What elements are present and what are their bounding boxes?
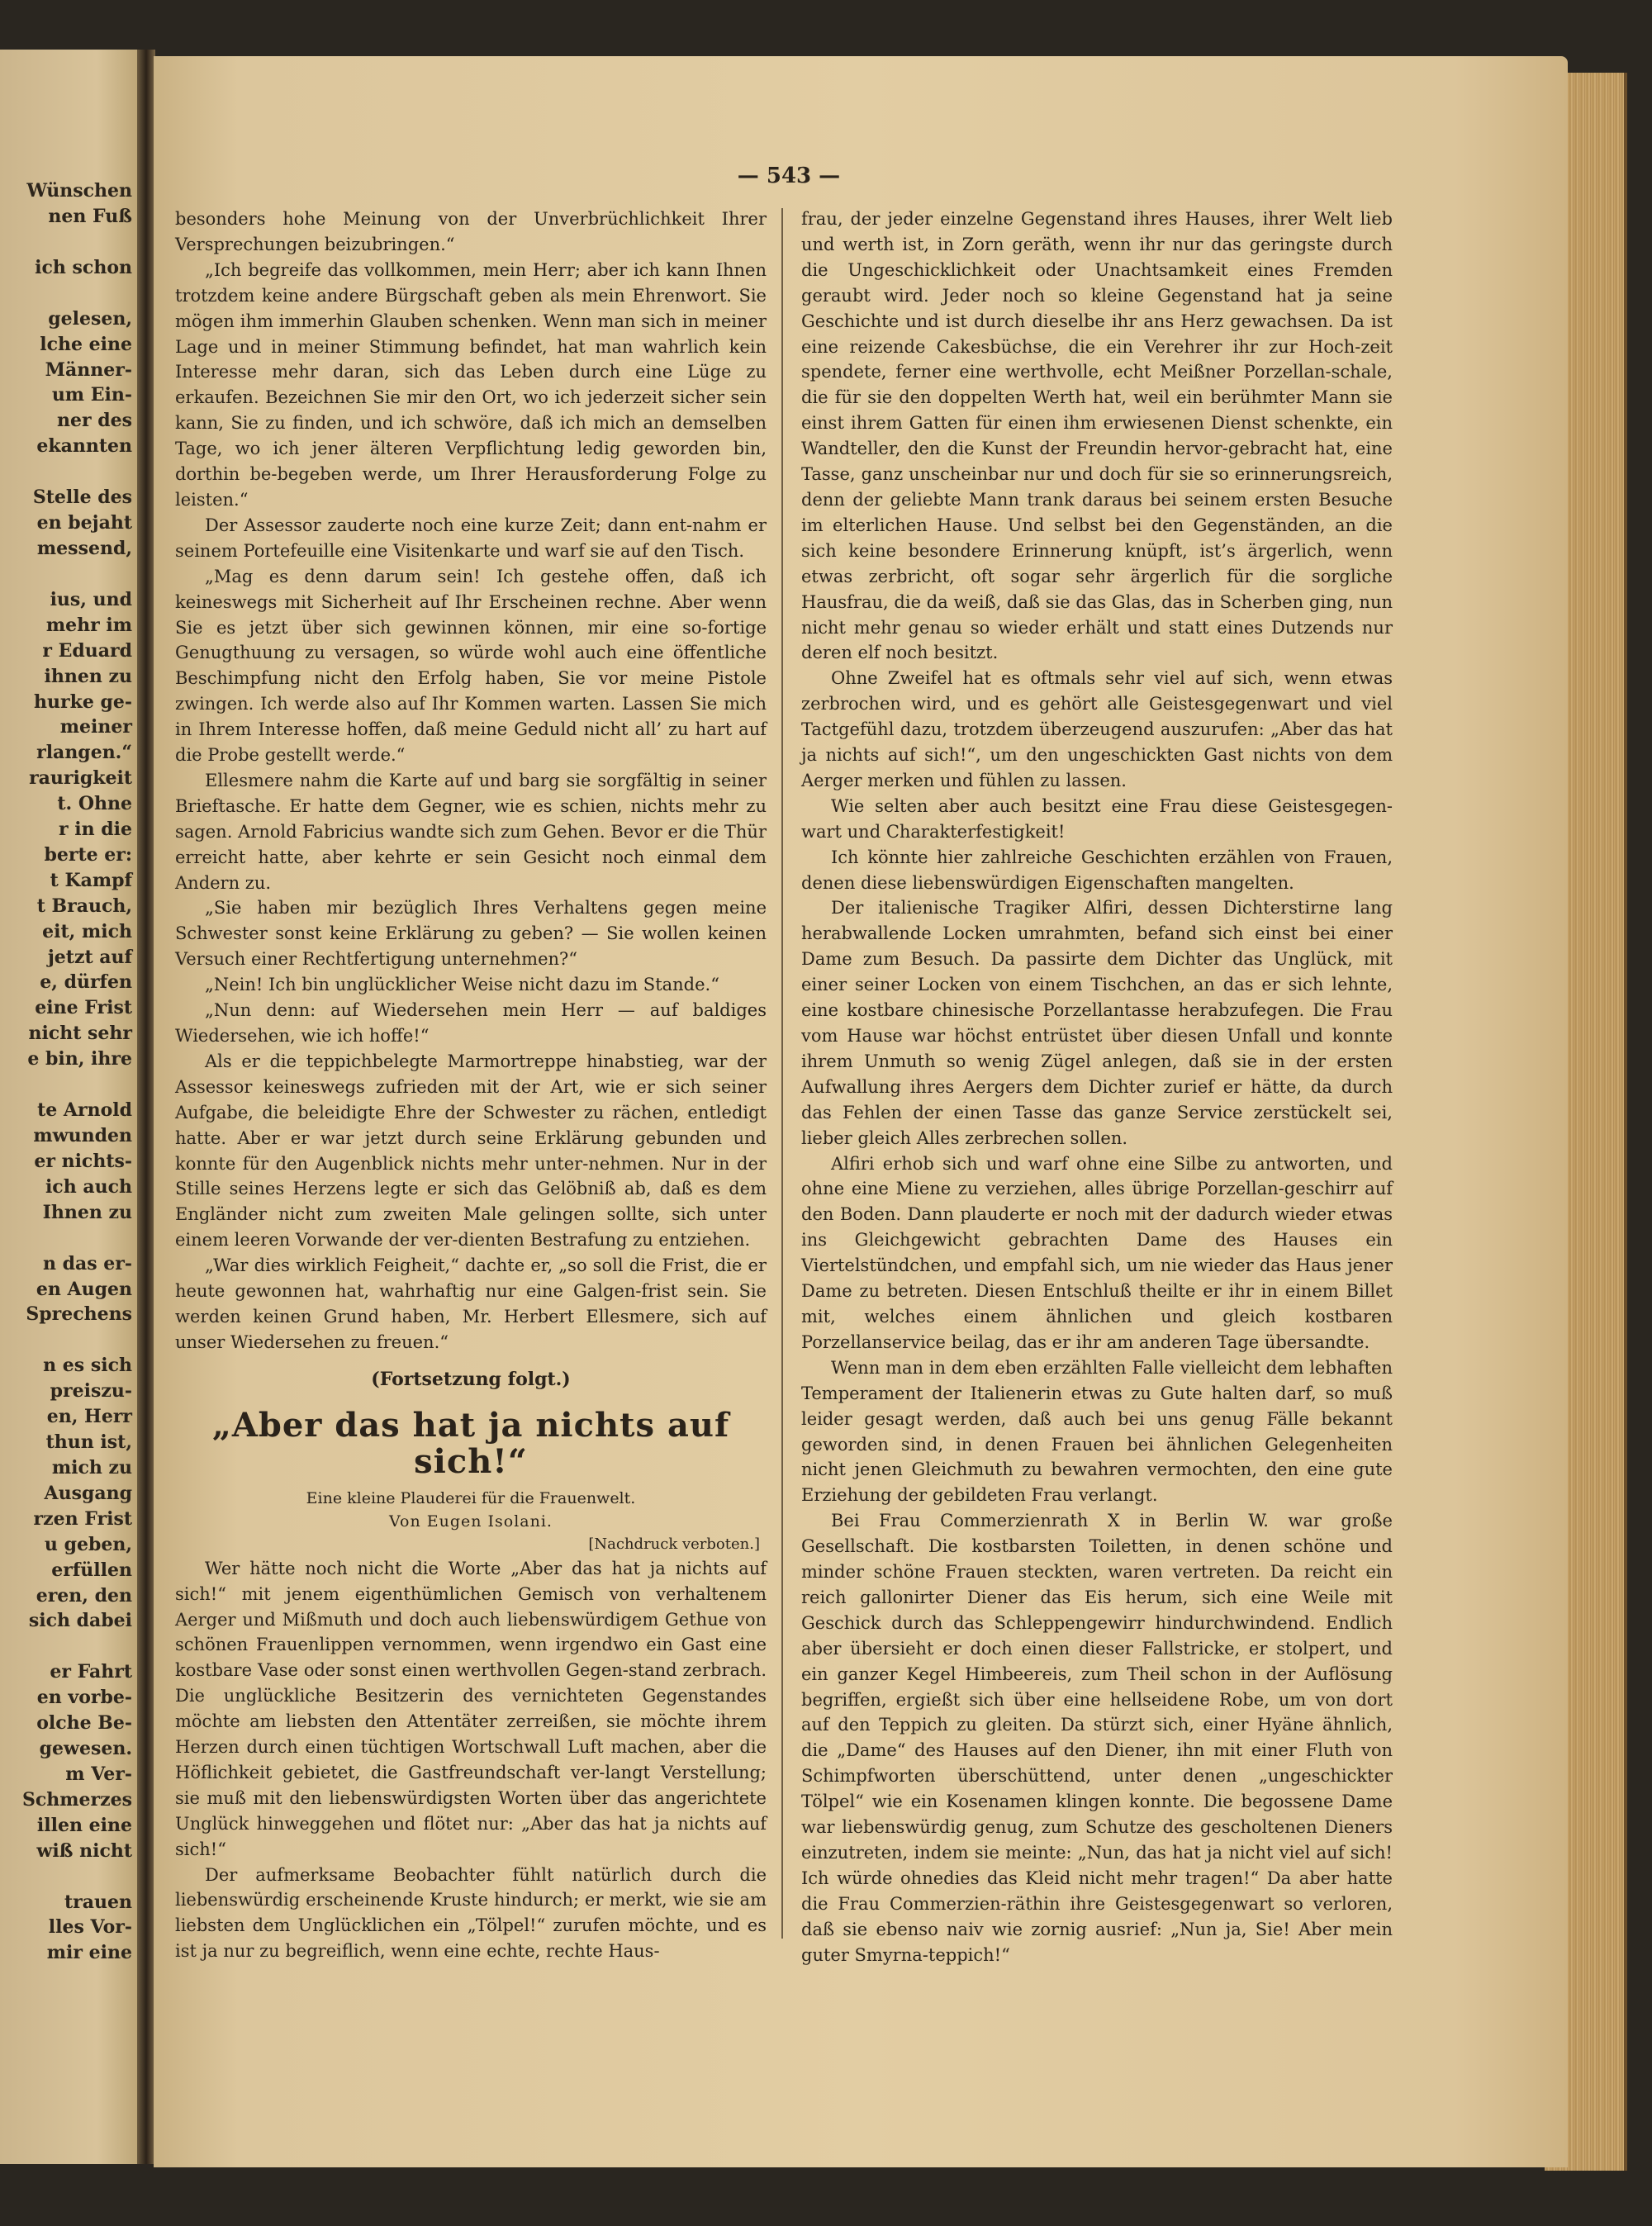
left-page-line: n es sich (43, 1355, 132, 1377)
paragraph: „Sie haben mir bezüglich Ihres Verhaltens gegen meine Schwester sonst keine Erklärung zu geben? — Sie wollen keinen Versuch einer Rechtfertigung unternehmen?“ (175, 898, 767, 970)
left-page-line: en bejaht (36, 512, 132, 534)
left-page-line: raurigkeit (29, 767, 132, 790)
left-page-line: berte er: (44, 843, 132, 866)
left-page-line: Ihnen zu (42, 1201, 132, 1223)
paragraph: Wer hätte noch nicht die Worte „Aber das hat ja nichts auf sich!“ mit jenem eigenthümlichen Gemisch von verhaltenem Aerger und Mißmuth und doch auch liebenswürdigem Gethue von schönen Frauenlippen vernommen, wenn irgendwo ein Gast eine kostbare Vase oder sonst einen werthvollen Gegen-stand zerbrach. Die unglückliche Besitzerin des vernichteten Gegenstandes möchte am liebsten den Attentäter zerreißen, sie möchte ihrem Herzen durch einen tüchtigen Wortschwall Luft machen, aber die Höflichkeit gebietet, die Gastfreundschaft ver-langt Verstellung; sie muß mit den liebenswürdigsten Worten über das angerichtete Unglück hinweggehen und flötet nur: „Aber das hat ja nichts auf sich!“ (175, 1558, 767, 1859)
paragraph: „Mag es denn darum sein! Ich gestehe offen, daß ich keineswegs mit Sicherheit auf Ihr Erscheinen rechne. Aber wenn Sie es jetzt über sich gewinnen können, mir eine so-fortige Genugthuung zu versagen, so würde wohl auch eine öffentliche Beschimpfung nicht den Erfolg haben, Sie vor meine Pistole zwingen. Ich werde also auf Ihr Kommen warten. Lassen Sie mich in Ihrem Interesse hoffen, daß meine Geduld nicht all’ zu hart auf die Probe gestellt werde.“ (175, 566, 767, 766)
paragraph: Als er die teppichbelegte Marmortreppe hinabstieg, war der Assessor keineswegs zufrieden mit der Art, wie er sich seiner Aufgabe, die beleidigte Ehre der Schwester zu rächen, entledigt hatte. Aber er war jetzt durch seine Erklärung gebunden und konnte für den Augenblick nichts mehr unter-nehmen. Nur in der Stille seines Herzens legte er sich das Gelöbniß ab, daß es dem Engländer nicht zum zweiten Male gelingen sollte, sich unter einem leeren Vorwande der ver-dienten Bestrafung zu entziehen. (175, 1051, 767, 1251)
left-page-line: Schmerzes (21, 1788, 132, 1811)
left-page-line: Ausgang (44, 1482, 132, 1504)
paragraph: „Nun denn: auf Wiedersehen mein Herr — auf baldiges Wiedersehen, wie ich hoffe!“ (175, 1000, 767, 1046)
left-page-line: lche eine (40, 333, 132, 355)
paragraph: „War dies wirklich Feigheit,“ dachte er, „so soll die Frist, die er heute gewonnen hat, wahrhaftig nur eine Galgen-frist sein. Sie werden keinen Grund haben, Mr. Herbert Ellesmere, sich auf unser Wiedersehen zu freuen.“ (175, 1255, 767, 1352)
article-title: „Aber das hat ja nichts auf sich!“ (211, 1405, 730, 1481)
left-page-line: r Eduard (42, 639, 132, 662)
left-page-line: Sprechens (26, 1303, 132, 1326)
left-column (175, 206, 767, 1964)
page-number: — 543 — (737, 164, 841, 188)
paragraph: „Nein! Ich bin unglücklicher Weise nicht dazu im Stande.“ (205, 975, 719, 995)
left-page-line (0, 230, 132, 255)
left-page-line: mwunden (33, 1125, 132, 1146)
left-page-line: rzen Frist (33, 1507, 132, 1530)
left-page-line: mir eine (46, 1942, 132, 1964)
paragraph: Wie selten aber auch besitzt eine Frau diese Geistesgegen-wart und Charakterfestigkeit! (801, 795, 1393, 842)
left-page-line: gewesen. (39, 1738, 132, 1760)
left-page-line: u geben, (44, 1533, 132, 1555)
left-page-line: um Ein- (51, 384, 132, 406)
left-page-line: en vorbe- (36, 1687, 132, 1709)
article-subtitle: Eine kleine Plauderei für die Frauenwelt. (306, 1488, 636, 1507)
left-page-text (0, 178, 132, 1966)
right-column (801, 206, 1393, 1968)
left-page-line: eine Frist (35, 997, 132, 1019)
left-page-line: mehr im (45, 614, 132, 636)
left-page-line: nen Fuß (48, 205, 132, 227)
paragraph: „Ich begreife das vollkommen, mein Herr; aber ich kann Ihnen trotzdem keine andere Bürgschaft geben als mein Ehrenwort. Sie mögen ihm immerhin Glauben schenken. Wenn man sich in meiner Lage und in meiner Stimmung befindet, hat man wahrlich kein Interesse mehr daran, sich das Leben durch eine Lüge zu erkaufen. Bezeichnen Sie mir den Ort, wo ich jederzeit sicher sein kann, Sie zu finden, und ich schwöre, daß ich mich an demselben Tage, wo ich jener älteren Verpflichtung ledig geworden bin, dorthin be-begeben werde, um Ihrer Herausforderung Folge zu leisten.“ (175, 259, 767, 510)
paragraph: Bei Frau Commerzienrath X in Berlin W. war große Gesellschaft. Die kostbarsten Toiletten, in denen schöne und minder schöne Frauen steckten, waren vertreten. Da reicht ein reich gallonirter Diener das Eis herum, sich eine Weile mit Geschick durch das Schleppengewirr hindurchwindend. Endlich aber übersieht er doch einen dieser Fallstricke, er stolpert, und ein ganzer Kegel Himbeereis, zum Theil schon in der Auflösung begriffen, ergießt sich über eine hellseidene Robe, um von dort auf den Teppich zu gleiten. Da stürzt sich, einer Hyäne ähnlich, die „Dame“ des Hauses auf den Diener, ihn mit einer Fluth von Schimpfworten überschüttend, unter denen „ungeschickter Tölpel“ wie ein Kosenamen klingen konnte. Die begossene Dame war liebenswürdig genug, zum Schutze des gescholtenen Dieners einzutreten, indem sie meinte: „Nun, das hat ja nicht viel auf sich! Ich würde ohnedies das Kleid nicht mehr tragen!“ Da aber hatte die Frau Commerzien-räthin ihre Geistesgegenwart so verloren, daß sie ebenso naiv wie zornig ausrief: „Nun ja, Sie! Aber mein guter Smyrna-teppich!“ (801, 1511, 1393, 1965)
paragraph: Der Assessor zauderte noch eine kurze Zeit; dann ent-nahm er seinem Portefeuille eine Visitenkarte und warf sie auf den Tisch. (175, 515, 767, 561)
left-page-line: ner des (56, 410, 132, 432)
left-page-line: meiner (59, 716, 132, 738)
left-page-line: olche Be- (36, 1712, 132, 1735)
left-page-line: en Augen (36, 1278, 132, 1300)
article-author: Von Eugen Isolani. (389, 1512, 553, 1531)
left-page-line: rlangen.“ (36, 742, 132, 764)
paragraph: Ich könnte hier zahlreiche Geschichten erzählen von Frauen, denen diese liebenswürdigen Eigenschaften mangelten. (801, 847, 1393, 893)
left-page-line: ihnen zu (44, 665, 132, 687)
continuation-note: (Fortsetzung folgt.) (371, 1368, 571, 1390)
paragraph: besonders hohe Meinung von der Unverbrüchlichkeit Ihrer Versprechungen beizubringen.“ (175, 209, 767, 254)
left-page-line: erfüllen (51, 1559, 132, 1581)
left-page-line (0, 1226, 132, 1251)
paragraph: Ellesmere nahm die Karte auf und barg sie sorgfältig in seiner Brieftasche. Er hatte dem Gegner, wie es schien, nichts mehr zu sagen. Arnold Fabricius wandte sich zum Gehen. Bevor er die Thür erreicht hatte, aber kehrte er sein Gesicht noch einmal dem Andern zu. (175, 770, 767, 893)
left-page-line: er Fahrt (50, 1661, 132, 1683)
left-page-line: preiszu- (50, 1380, 132, 1403)
left-page-line: lles Vor- (48, 1916, 132, 1939)
left-page-line: messend, (36, 537, 132, 559)
left-page-line: thun ist, (45, 1431, 132, 1454)
left-page-line: ekannten (36, 435, 132, 458)
left-page-line: n das er- (42, 1252, 132, 1274)
paragraph: frau, der jeder einzelne Gegenstand ihres Hauses, ihrer Welt lieb und werth ist, in Zorn geräth, wenn ihr nur das geringste durch die Ungeschicklichkeit oder Unachtsamkeit eines Fremden geraubt wird. Jeder noch so kleine Gegenstand hat ja seine Geschichte und ist durch dieselbe ihr ans Herz gewachsen. Da ist eine reizende Cakesbüchse, die ein Verehrer ihr zur Hoch-zeit spendete, ferner eine werthvolle, echt Meißner Porzellan-schale, die für sie den doppelten Werth hat, weil ein berühmter Mann sie einst ihrem Gatten für einen ihm erwiesenen Dienst schenkte, ein Wandteller, den die Kunst der Freundin hervor-gebracht hat, eine Tasse, ganz unscheinbar nur und doch für sie so erinnerungsreich, denn der geliebte Mann trank daraus bei seinem ersten Besuche im elterlichen Hause. Und selbst bei den Gegenständen, an die sich keine besondere Erinnerung knüpft, ist’s ärgerlich, wenn etwas zerbricht, oft sogar sehr ärgerlich für die sorgliche Hausfrau, die da weiß, daß sie das Glas, das in Scherben ging, nun nicht mehr genau so wieder erhält und statt eines Dutzends nur deren elf noch besitzt. (801, 209, 1393, 663)
left-page-line: mich zu (51, 1456, 132, 1478)
left-page-line: t Brauch, (36, 895, 132, 917)
left-page-line (0, 281, 132, 306)
left-page-line: en, Herr (46, 1406, 132, 1428)
left-page-line (0, 459, 132, 485)
paragraph: Ohne Zweifel hat es oftmals sehr viel auf sich, wenn etwas zerbrochen wird, und es gehört alle Geistesgegenwart und viel Tactgefühl dazu, trotzdem überzeugend auszurufen: „Aber das hat ja nichts auf sich!“, um den ungeschickten Gast nichts von dem Aerger merken und fühlen zu lassen. (801, 668, 1393, 790)
left-page-line: ich schon (35, 256, 132, 278)
left-page-line: sich dabei (28, 1610, 132, 1632)
paragraph: Der aufmerksame Beobachter fühlt natürlich durch die liebenswürdig erscheinende Kruste hindurch; er merkt, wie sie am liebsten dem Unglücklichen ein „Tölpel!“ zurufen möchte, und es ist ja nur zu begreiflich, wenn eine echte, rechte Haus- (175, 1864, 767, 1962)
paragraph: Wenn man in dem eben erzählten Falle vielleicht dem lebhaften Temperament der Italienerin etwas zu Gute halten darf, so muß leider gesagt werden, daß auch bei uns genug Fälle bekannt geworden sind, in denen Frauen bei ähnlichen Gelegenheiten nicht jenen Gleichmuth zu bewahren vermochten, den eine gute Erziehung der gebildeten Frau verlangt. (801, 1357, 1393, 1506)
left-page-line: e, dürfen (40, 971, 132, 994)
left-page-line (0, 562, 132, 587)
left-page-line: Männer- (45, 358, 132, 381)
left-page-line (0, 1327, 132, 1353)
paragraph: Alfiri erhob sich und warf ohne eine Silbe zu antworten, und ohne eine Miene zu verziehen, alles übrige Porzellan-geschirr auf den Boden. Dann plauderte er noch mit der dadurch wieder etwas ins Gleichgewicht gebrachten Dame des Hauses ein Viertelstündchen, und empfahl sich, um nie wieder das Haus jener Dame zu betreten. Diesen Entschluß theilte er ihr in einem Billet mit, welches einem ähnlichen und gleich kostbaren Porzellanservice beilag, das er ihr am anderen Tage übersandte. (801, 1153, 1393, 1352)
left-page-line: illen eine (36, 1814, 132, 1836)
column-divider (781, 208, 783, 1939)
left-page-line: Wünschen (26, 180, 132, 202)
left-page-line (0, 1634, 132, 1659)
left-page-line: hurke ge- (34, 691, 132, 713)
paragraph: Der italienische Tragiker Alfiri, dessen Dichterstirne lang herabwallende Locken umrahmten, befand sich einst bei einer Dame zum Besuch. Da passirte dem Dichter das Unglück, mit einer seiner Locken von einem Tischchen, an das er sich lehnte, eine kostbare chinesische Porzellantasse herabzufegen. Die Frau vom Hause war höchst entrüstet über diesen Unfall und konnte ihrem Unmuth so wenig Zügel anlegen, daß sie in der ersten Aufwallung ihres Aergers dem Dichter zurief er hätte, da durch das Fehlen der einen Tasse das ganze Service zerstückelt sei, lieber gleich Alles zerbrechen sollen. (801, 898, 1393, 1148)
book-gutter (137, 50, 155, 2164)
left-page-line: e bin, ihre (27, 1048, 132, 1070)
left-page-line (0, 1072, 132, 1098)
left-page-line: nicht sehr (28, 1023, 132, 1045)
left-page-line: Stelle des (32, 486, 132, 509)
left-page-line: m Ver- (65, 1763, 132, 1785)
left-page-line: er nichts- (34, 1150, 132, 1172)
left-page-line: te Arnold (37, 1099, 132, 1122)
left-page-line: trauen (64, 1891, 132, 1913)
left-page-line: eit, mich (42, 920, 132, 942)
left-page-line: t Kampf (50, 869, 132, 891)
left-page-line: t. Ohne (57, 793, 132, 815)
left-page-line: gelesen, (48, 307, 132, 330)
left-page-line: ius, und (50, 588, 132, 610)
left-page-line: wiß nicht (36, 1839, 132, 1862)
left-page-line: jetzt auf (47, 946, 132, 968)
left-page-line (0, 1864, 132, 1890)
left-page-fragment (0, 50, 139, 2164)
reprint-notice: [Nachdruck verboten.] (588, 1535, 760, 1553)
left-page-line: ich auch (45, 1175, 132, 1198)
left-page-line: eren, den (36, 1584, 132, 1607)
left-page-line: r in die (59, 819, 132, 841)
